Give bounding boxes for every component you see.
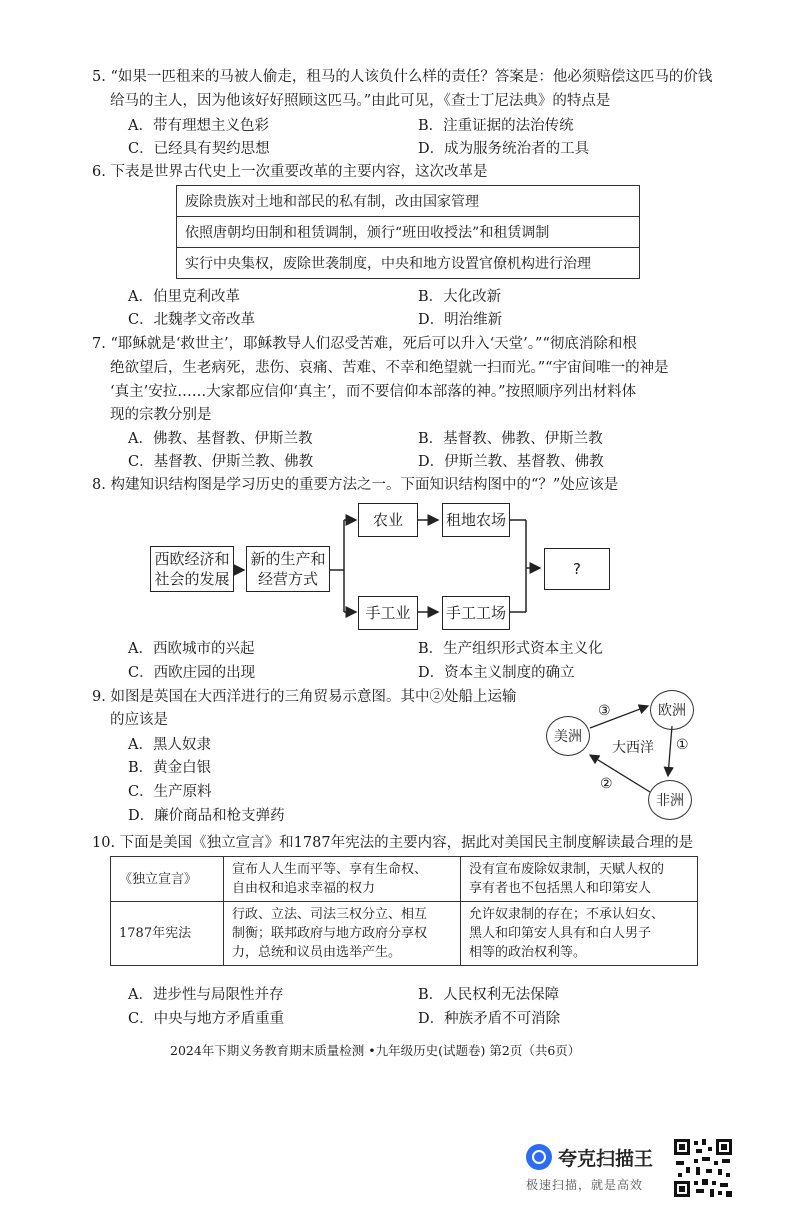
q8-option-c: C．西欧庄园的出现: [128, 665, 256, 681]
q5-option-a: A．带有理想主义色彩: [128, 118, 269, 134]
q8-box-handicraft: 手工业: [358, 596, 418, 630]
q10-option-d: D．种族矛盾不可消除: [418, 1011, 561, 1027]
q8-box-west-europe-development: 西欧经济和 社会的发展: [150, 546, 234, 592]
q10-cell: 行政、立法、司法三权分立、相互 制衡；联邦政府与地方政府分享权 力，总统和议员由选举产生。: [224, 902, 461, 966]
q9-node-africa: 非洲: [648, 780, 692, 820]
q10-option-a: A．进步性与局限性并存: [128, 987, 284, 1003]
q7-option-d: D．伊斯兰教、基督教、佛教: [418, 454, 604, 470]
q8-option-a: A．西欧城市的兴起: [128, 641, 255, 657]
q9-line2: 的应该是: [110, 712, 168, 728]
q7-option-a: A．佛教、基督教、伊斯兰教: [128, 431, 313, 447]
qr-code-icon: [672, 1137, 734, 1199]
q10-option-b: B．人民权利无法保障: [418, 987, 560, 1003]
q8-box-leased-farm: 租地农场: [442, 503, 510, 537]
q10-option-c: C．中央与地方矛盾重重: [128, 1011, 285, 1027]
q7-line3: ‘真主’安拉……大家都应信仰‘真主’，而不要信仰本部落的神。”按照顺序列出材料体: [110, 384, 637, 400]
q8-box-unknown: ?: [544, 548, 610, 590]
scanner-watermark: [526, 1140, 666, 1198]
q10-cell: 没有宣布废除奴隶制，天赋人权的 享有者也不包括黑人和印第安人: [461, 857, 698, 902]
q7-option-c: C．基督教、伊斯兰教、佛教: [128, 454, 314, 470]
scanner-logo-icon: [526, 1144, 552, 1170]
q8-stem: 8. 构建知识结构图是学习历史的重要方法之一。下面知识结构图中的“？”处应该是: [92, 477, 619, 493]
q7-option-b: B．基督教、佛教、伊斯兰教: [418, 431, 603, 447]
q10-document-table: [110, 856, 698, 966]
q5-option-b: B．注重证据的法治传统: [418, 118, 574, 134]
page-footer: 2024年下期义务教育期末质量检测 •九年级历史(试题卷) 第2页（共6页）: [170, 1043, 581, 1058]
q9-option-b: B．黄金白银: [128, 760, 212, 776]
q9-node-americas: 美洲: [546, 716, 590, 756]
q7-line2: 绝欲望后，生老病死，悲伤、哀痛、苦难、不幸和绝望就一扫而光。”“宇宙间唯一的神是: [110, 360, 669, 376]
q9-option-a: A．黑人奴隶: [128, 737, 211, 753]
q8-option-b: B．生产组织形式资本主义化: [418, 641, 603, 657]
q10-cell: 允许奴隶制的存在；不承认妇女、 黑人和印第安人具有和白人男子 相等的政治权利等。: [461, 902, 698, 966]
q10-cell: 宣布人人生而平等、享有生命权、 自由权和追求幸福的权力: [224, 857, 461, 902]
q7-line4: 现的宗教分别是: [110, 407, 212, 423]
q8-option-d: D．资本主义制度的确立: [418, 665, 575, 681]
scanner-brand: 夸克扫描王: [558, 1148, 654, 1170]
q9-option-c: C．生产原料: [128, 784, 212, 800]
q6-option-a: A．伯里克利改革: [128, 289, 240, 305]
q9-route-1: ①: [676, 737, 689, 753]
q6-stem: 6. 下表是世界古代史上一次重要改革的主要内容，这次改革是: [92, 164, 488, 180]
q7-line1: 7. “耶稣就是‘救世主’，耶稣教导人们忍受苦难，死后可以升入‘天堂’。”“彻底消除和根: [92, 336, 637, 352]
q9-line1: 9. 如图是英国在大西洋进行的三角贸易示意图。其中②处船上运输: [92, 689, 517, 705]
q9-ocean-label: 大西洋: [612, 740, 654, 756]
q5-line2: 给马的主人，因为他该好好照顾这匹马。”由此可见，《查士丁尼法典》的特点是: [110, 93, 611, 109]
q5-line1: 5. “如果一匹租来的马被人偷走，租马的人该负什么样的责任？答案是：他必须赔偿这匹马的价钱: [92, 69, 713, 85]
q8-box-workshop: 手工工场: [442, 596, 510, 630]
q9-route-2: ②: [600, 776, 613, 792]
q6-row: 实行中央集权，废除世袭制度，中央和地方设置官僚机构进行治理: [177, 248, 640, 279]
q10-cell: 1787年宪法: [111, 902, 224, 966]
q6-option-b: B．大化改新: [418, 289, 502, 305]
q6-row: 废除贵族对土地和部民的私有制，改由国家管理: [177, 186, 640, 217]
q6-row: 依照唐朝均田制和租赁调制，颁行“班田收授法”和租赁调制: [177, 217, 640, 248]
q8-box-agriculture: 农业: [358, 503, 418, 537]
q9-route-3: ③: [598, 703, 611, 719]
q10-cell: 《独立宣言》: [111, 857, 224, 902]
q10-stem: 10. 下面是美国《独立宣言》和1787年宪法的主要内容，据此对美国民主制度解读最合理的是: [92, 835, 694, 851]
scanner-slogan: 极速扫描，就是高效: [526, 1178, 644, 1192]
q6-option-c: C．北魏孝文帝改革: [128, 312, 256, 328]
q6-option-d: D．明治维新: [418, 312, 503, 328]
q8-box-new-production-methods: 新的生产和 经营方式: [246, 546, 330, 592]
q9-node-europe: 欧洲: [650, 690, 694, 730]
q5-option-d: D．成为服务统治者的工具: [418, 141, 590, 157]
q5-option-c: C．已经具有契约思想: [128, 141, 270, 157]
q9-option-d: D．廉价商品和枪支弹药: [128, 808, 285, 824]
